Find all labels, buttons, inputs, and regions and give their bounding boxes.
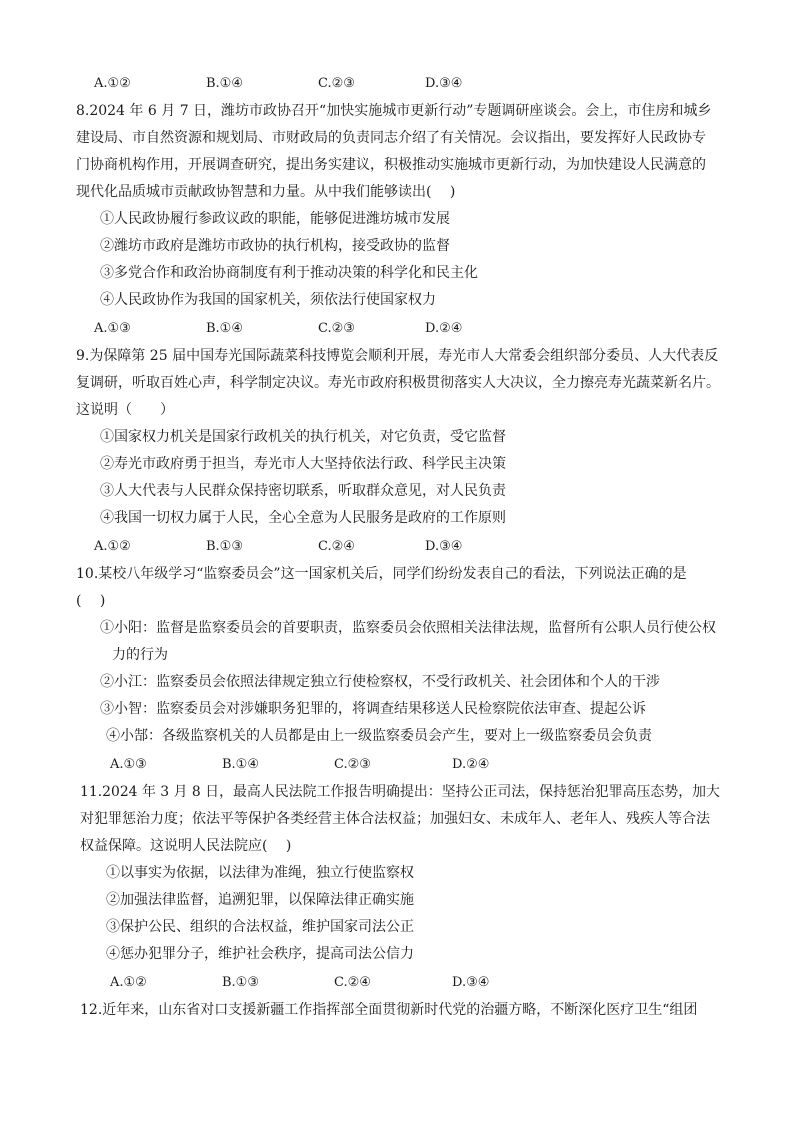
option-a: A.①③ [110, 757, 147, 772]
statement: ②潍坊市政府是潍坊市政协的执行机构，接受政协的监督 [100, 238, 450, 254]
option-b: B.①④ [206, 76, 243, 91]
question-stem-line: 门协商机构作用，开展调查研究，提出务实建议，积极推动实施城市更新行动，为加快建设人民满意的 [76, 157, 706, 173]
question-stem-line: 建设局、市自然资源和规划局、市财政局的负责同志介绍了有关情况。会议指出，要发挥好人民政协专 [76, 130, 706, 146]
statement: ①人民政协履行参政议政的职能，能够促进潍坊城市发展 [100, 211, 450, 227]
statement: ③保护公民、组织的合法权益，维护国家司法公正 [106, 919, 414, 935]
statement-continuation: 力的行为 [112, 647, 168, 663]
option-a: A.①③ [94, 321, 131, 336]
option-d: D.③④ [425, 76, 463, 91]
question-stem-line: 9.为保障第 25 届中国寿光国际蔬菜科技博览会顺利开展，寿光市人大常委会组织部分委员、人大代表反 [76, 348, 719, 364]
option-d: D.②④ [425, 321, 463, 336]
statement: ②加强法律监督，追溯犯罪，以保障法律正确实施 [106, 892, 414, 908]
question-stem-line: 12.近年来，山东省对口支援新疆工作指挥部全面贯彻新时代党的治疆方略，不断深化医疗卫生“组团 [80, 1002, 698, 1018]
statement: ①以事实为依据，以法律为准绳，独立行使监察权 [106, 865, 414, 881]
statement: ④我国一切权力属于人民，全心全意为人民服务是政府的工作原则 [100, 510, 506, 526]
statement: ④小郜：各级监察机关的人员都是由上一级监察委员会产生，要对上一级监察委员会负责 [106, 728, 652, 744]
question-stem-line: ( ) [76, 593, 106, 609]
option-c: C.②③ [334, 757, 371, 772]
question-stem-line: 11.2024 年 3 月 8 日，最高人民法院工作报告明确提出：坚持公正司法，保持惩治犯罪高压态势，加大 [80, 784, 720, 800]
statement: ④惩办犯罪分子，维护社会秩序，提高司法公信力 [106, 946, 414, 962]
statement: ①小阳：监督是监察委员会的首要职责，监察委员会依照相关法律法规，监督所有公职人员行使公权 [100, 620, 716, 636]
option-b: B.①④ [222, 757, 259, 772]
option-c: C.②④ [318, 539, 355, 554]
question-stem-line: 权益保障。这说明人民法院应( ) [80, 838, 292, 854]
question-stem-line: 10.某校八年级学习“监察委员会”这一国家机关后，同学们纷纷发表自己的看法，下列说法正确的是 [76, 566, 687, 582]
statement: ④人民政协作为我国的国家机关，须依法行使国家权力 [100, 292, 436, 308]
option-b: B.①④ [206, 321, 243, 336]
option-c: C.②③ [318, 76, 355, 91]
statement: ③小智：监察委员会对涉嫌职务犯罪的，将调查结果移送人民检察院依法审查、提起公诉 [100, 701, 646, 717]
question-stem-line: 这说明（ ） [76, 402, 174, 418]
statement: ③人大代表与人民群众保持密切联系，听取群众意见，对人民负责 [100, 483, 506, 499]
option-d: D.②④ [452, 757, 490, 772]
statement: ②寿光市政府勇于担当，寿光市人大坚持依法行政、科学民主决策 [100, 456, 506, 472]
option-a: A.①② [110, 975, 147, 990]
statement: ②小江：监察委员会依照法律规定独立行使检察权，不受行政机关、社会团体和个人的干涉 [100, 674, 660, 690]
option-a: A.①② [94, 539, 131, 554]
statement: ①国家权力机关是国家行政机关的执行机关，对它负责，受它监督 [100, 429, 506, 445]
option-b: B.①③ [206, 539, 243, 554]
option-d: D.③④ [452, 975, 490, 990]
option-b: B.①③ [222, 975, 259, 990]
question-stem-line: 对犯罪惩治力度；依法平等保护各类经营主体合法权益；加强妇女、未成年人、老年人、残疾人等合法 [80, 811, 710, 827]
question-stem-line: 现代化品质城市贡献政协智慧和力量。从中我们能够读出( ) [76, 184, 456, 200]
question-stem-line: 复调研，听取百姓心声，科学制定决议。寿光市政府积极贯彻落实人大决议，全力擦亮寿光蔬菜新名片。 [76, 375, 720, 391]
option-a: A.①② [94, 76, 131, 91]
option-d: D.③④ [425, 539, 463, 554]
question-stem-line: 8.2024 年 6 月 7 日，潍坊市政协召开“加快实施城市更新行动”专题调研座谈会。会上，市住房和城乡 [76, 103, 712, 119]
statement: ③多党合作和政治协商制度有利于推动决策的科学化和民主化 [100, 265, 478, 281]
option-c: C.②③ [318, 321, 355, 336]
option-c: C.②④ [334, 975, 371, 990]
